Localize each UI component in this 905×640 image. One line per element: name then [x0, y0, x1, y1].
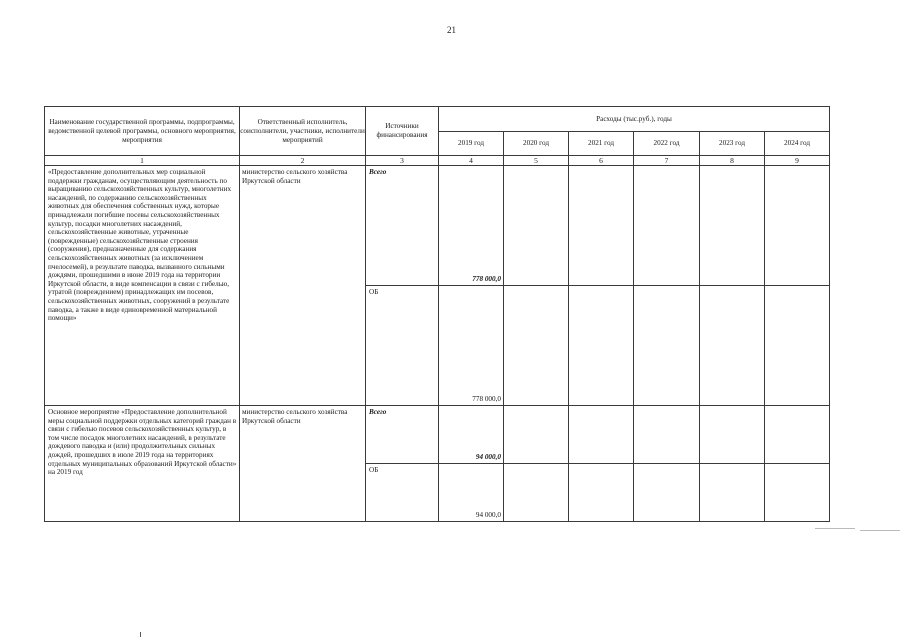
column-number: 1	[45, 156, 240, 166]
column-number: 7	[634, 156, 700, 166]
scan-mark	[860, 530, 900, 531]
expenses-table	[44, 106, 830, 522]
column-number: 3	[366, 156, 439, 166]
header-program-name: Наименование государственной программы, подпрограммы, ведомственной целевой программы, основного мероприятия, мероприятия	[45, 107, 240, 156]
header-responsible: Ответственный исполнитель, соисполнители, участники, исполнители мероприятий	[240, 107, 366, 156]
value-2019-total: 94 000,0	[439, 406, 504, 464]
scan-mark	[140, 632, 141, 637]
source-total: Всего	[366, 166, 439, 286]
column-number: 9	[765, 156, 830, 166]
header-sources: Источники финансирования	[366, 107, 439, 156]
header-year: 2023 год	[700, 132, 765, 156]
page-number: 21	[447, 25, 456, 35]
value-2019-ob: 94 000,0	[439, 464, 504, 522]
header-expenses: Расходы (тыс.руб.), годы	[439, 107, 830, 132]
source-ob: ОБ	[366, 286, 439, 406]
column-number: 4	[439, 156, 504, 166]
responsible-executor: министерство сельского хозяйства Иркутской области	[240, 166, 366, 406]
source-ob: ОБ	[366, 464, 439, 522]
responsible-executor: министерство сельского хозяйства Иркутской области	[240, 406, 366, 522]
value-2019-total: 778 000,0	[439, 166, 504, 286]
header-year: 2021 год	[569, 132, 634, 156]
measure-name: «Предоставление дополнительных мер социальной поддержки гражданам, осуществляющим деятельность по выращиванию сельскохозяйственных культур, многолетних насаждений, по содержанию сельскохозяйственных животных для обеспечения собственных нужд, которые принадлежали погибшие посевы сельскохозяйственных культур, посадки многолетних насаждений, сельскохозяйственные животные, утраченные (поврежденные) сельскохозяйственные строения (сооружения), предназначенные для содержания сельскохозяйственных животных (за исключением пчелосемей), в результате паводка, вызванного сильными дождями, прошедшими в июне 2019 года на территории Иркутской области, в виде компенсации в связи с гибелью, утратой (повреждением) принадлежащих им посевов, сельскохозяйственных животных, сооружений в результате паводка, а также в виде единовременной материальной помощи»	[45, 166, 240, 406]
header-year: 2024 год	[765, 132, 830, 156]
header-year: 2022 год	[634, 132, 700, 156]
source-total: Всего	[366, 406, 439, 464]
column-number: 5	[504, 156, 569, 166]
value-2019-ob: 778 000,0	[439, 286, 504, 406]
table-row	[45, 406, 830, 464]
column-number: 2	[240, 156, 366, 166]
measure-name: Основное мероприятие «Предоставление дополнительной меры социальной поддержки отдельных категорий граждан в связи с гибелью посевов сельскохозяйственных культур, в том числе посадок многолетних насаждений, в результате дождевого паводка и (или) продолжительных сильных дождей, прошедших в июле 2019 года на территориях отдельных муниципальных образований Иркутской области» на 2019 год	[45, 406, 240, 522]
header-year: 2019 год	[439, 132, 504, 156]
table-row	[45, 166, 830, 286]
column-number: 8	[700, 156, 765, 166]
header-year: 2020 год	[504, 132, 569, 156]
scan-mark	[815, 528, 855, 529]
column-number: 6	[569, 156, 634, 166]
